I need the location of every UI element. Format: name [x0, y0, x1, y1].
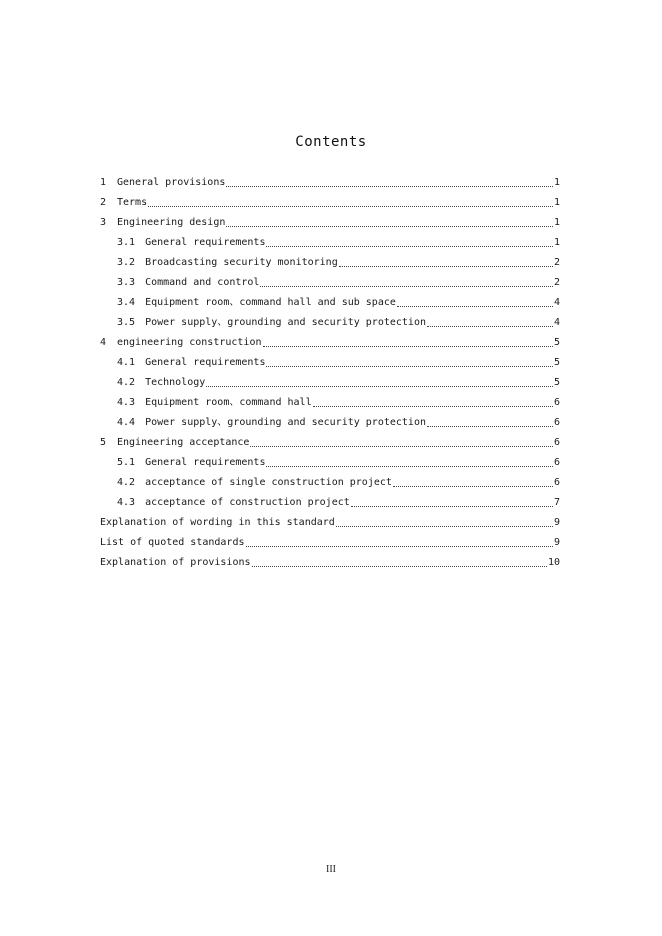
toc-entry-page: 1 [553, 217, 560, 228]
toc-entry-page: 1 [553, 197, 560, 208]
toc-entry-page: 6 [553, 437, 560, 448]
table-of-contents [100, 173, 560, 573]
toc-entry-number: 4.4 [117, 417, 136, 428]
toc-entry-number: 3.2 [117, 257, 136, 268]
toc-entry-number: 4.2 [117, 477, 136, 488]
toc-entry-title: Command and control [145, 277, 260, 288]
toc-entry-number: 3.1 [117, 237, 136, 248]
toc-entry-title: Broadcasting security monitoring [145, 257, 338, 268]
toc-entry-number: 2 [100, 197, 107, 208]
toc-entry-title: Explanation of provisions [100, 557, 251, 568]
toc-entry-page: 10 [547, 557, 560, 568]
toc-entry[interactable] [100, 473, 560, 493]
toc-entry-leader [266, 233, 552, 253]
toc-entry-leader [206, 373, 553, 393]
toc-entry-title: Explanation of wording in this standard [100, 517, 335, 528]
toc-entry-title: Engineering acceptance [117, 437, 250, 448]
toc-entry-page: 5 [553, 377, 560, 388]
toc-entry-number: 5 [100, 437, 107, 448]
toc-entry-title: engineering construction [117, 337, 262, 348]
toc-entry-page: 6 [553, 457, 560, 468]
toc-entry-title: Technology [145, 377, 206, 388]
toc-entry[interactable] [100, 333, 560, 353]
toc-entry-leader [266, 353, 552, 373]
toc-entry-leader [260, 273, 553, 293]
toc-entry-leader [226, 173, 553, 193]
toc-entry-title: acceptance of single construction project [145, 477, 392, 488]
toc-entry-page: 2 [553, 277, 560, 288]
toc-entry[interactable] [100, 393, 560, 413]
toc-entry-leader [336, 513, 553, 533]
toc-entry-number: 1 [100, 177, 107, 188]
toc-entry-title: Equipment room、command hall [145, 397, 312, 408]
toc-entry-number: 4 [100, 337, 107, 348]
toc-entry[interactable] [100, 173, 560, 193]
toc-entry-leader [393, 473, 553, 493]
toc-entry-leader [226, 213, 553, 233]
toc-entry-page: 5 [553, 337, 560, 348]
toc-entry-leader [397, 293, 553, 313]
toc-entry-title: Power supply、grounding and security protection [145, 317, 426, 328]
toc-entry-page: 4 [553, 317, 560, 328]
toc-entry-number: 4.2 [117, 377, 136, 388]
toc-entry[interactable] [100, 193, 560, 213]
toc-entry[interactable] [100, 553, 560, 573]
toc-entry-page: 1 [553, 177, 560, 188]
page-number: III [326, 864, 336, 875]
toc-entry-leader [263, 333, 553, 353]
toc-entry[interactable] [100, 433, 560, 453]
toc-entry-leader [266, 453, 552, 473]
toc-entry-page: 1 [553, 237, 560, 248]
toc-entry-number: 3.3 [117, 277, 136, 288]
toc-entry[interactable] [100, 233, 560, 253]
toc-entry-number: 3.5 [117, 317, 136, 328]
toc-entry-title: General provisions [117, 177, 226, 188]
toc-entry[interactable] [100, 493, 560, 513]
toc-entry[interactable] [100, 533, 560, 553]
toc-entry-page: 2 [553, 257, 560, 268]
toc-entry-number: 3.4 [117, 297, 136, 308]
toc-entry-leader [246, 533, 553, 553]
toc-entry-leader [252, 553, 547, 573]
toc-entry-title: General requirements [145, 357, 266, 368]
toc-entry-title: Power supply、grounding and security protection [145, 417, 426, 428]
toc-entry-leader [427, 313, 553, 333]
toc-entry-page: 7 [553, 497, 560, 508]
toc-entry[interactable] [100, 293, 560, 313]
toc-entry-number: 3 [100, 217, 107, 228]
toc-entry-number: 4.3 [117, 497, 136, 508]
toc-entry-page: 6 [553, 417, 560, 428]
toc-entry-leader [427, 413, 553, 433]
toc-entry-page: 5 [553, 357, 560, 368]
toc-entry-leader [313, 393, 553, 413]
toc-entry-title: acceptance of construction project [145, 497, 350, 508]
toc-entry-page: 9 [553, 537, 560, 548]
toc-entry-number: 4.3 [117, 397, 136, 408]
toc-entry-leader [339, 253, 553, 273]
toc-entry[interactable] [100, 253, 560, 273]
toc-entry-page: 6 [553, 477, 560, 488]
toc-entry-title: List of quoted standards [100, 537, 245, 548]
toc-entry-page: 4 [553, 297, 560, 308]
toc-entry-leader [250, 433, 553, 453]
toc-entry-title: General requirements [145, 457, 266, 468]
toc-entry-number: 4.1 [117, 357, 136, 368]
toc-entry[interactable] [100, 413, 560, 433]
toc-entry[interactable] [100, 513, 560, 533]
toc-entry-page: 9 [553, 517, 560, 528]
toc-entry[interactable] [100, 353, 560, 373]
toc-entry-leader [351, 493, 553, 513]
toc-entry-title: Terms [117, 197, 148, 208]
toc-entry-number: 5.1 [117, 457, 136, 468]
toc-entry[interactable] [100, 313, 560, 333]
toc-entry-leader [148, 193, 553, 213]
toc-entry[interactable] [100, 373, 560, 393]
toc-entry-title: Engineering design [117, 217, 226, 228]
toc-entry[interactable] [100, 213, 560, 233]
toc-entry-page: 6 [553, 397, 560, 408]
page-title: Contents [295, 134, 367, 150]
toc-entry[interactable] [100, 273, 560, 293]
toc-entry[interactable] [100, 453, 560, 473]
toc-entry-title: General requirements [145, 237, 266, 248]
toc-entry-title: Equipment room、command hall and sub space [145, 297, 396, 308]
